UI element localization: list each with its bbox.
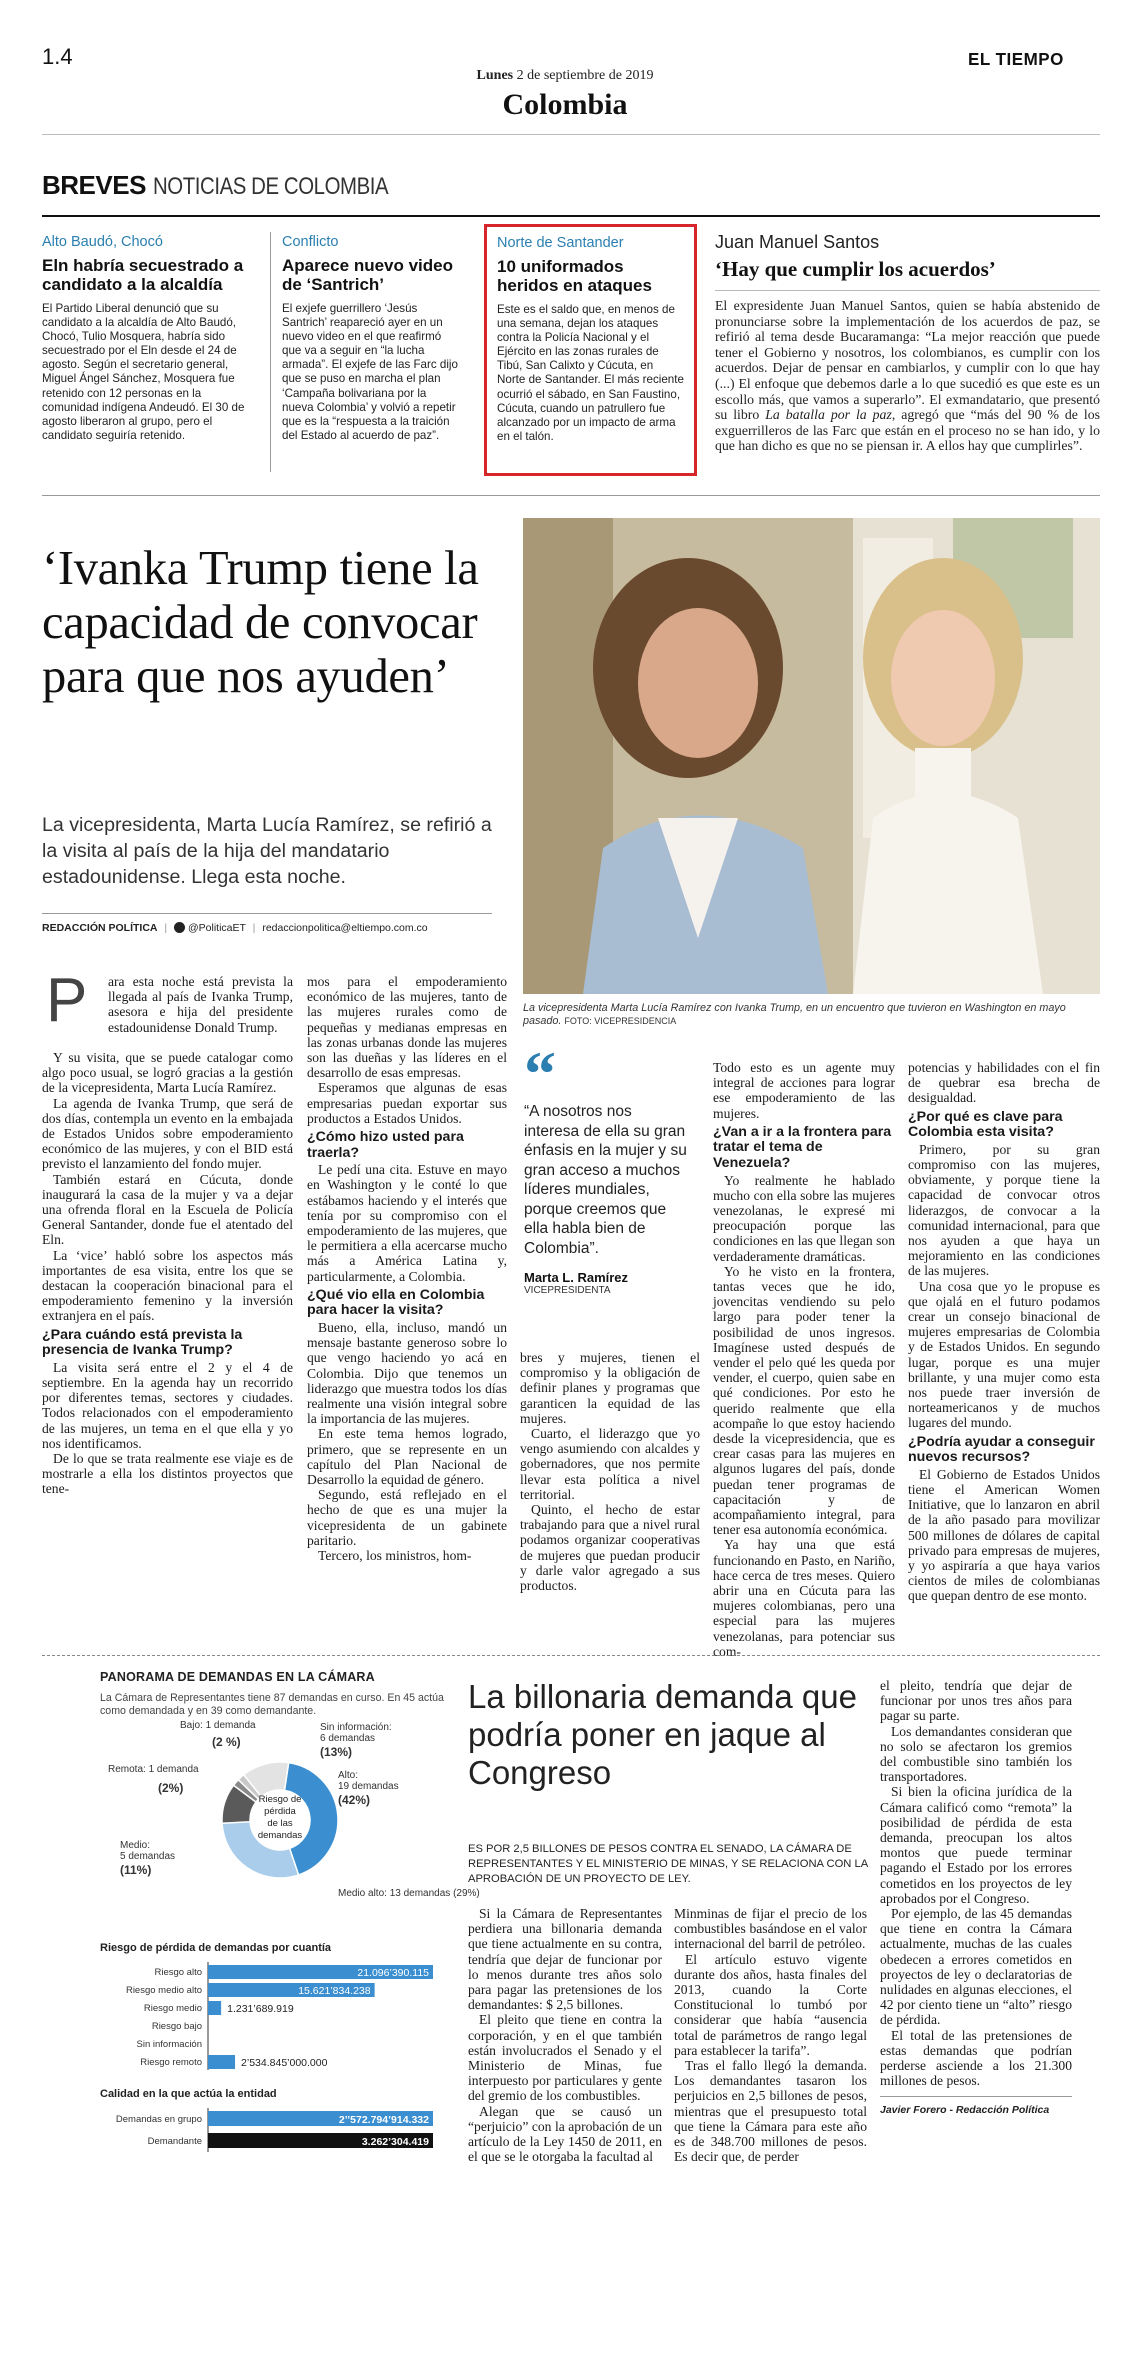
- paragraph: De lo que se trata realmente ese viaje es de mostrarle a ella los distintos proyectos que tene-: [42, 1451, 293, 1497]
- brief-section: Conflicto: [282, 234, 339, 250]
- brief-item-1: [42, 234, 258, 443]
- paragraph: Quinto, el hecho de estar trabajando para que a nivel rural podamos organizar cooperativas de mujeres que puedan producir y darle valor agregado a sus productos.: [520, 1502, 700, 1594]
- brief-body: El exjefe guerrillero ‘Jesús Santrich’ reapareció ayer en un nuevo video en el que reafirmó que va a seguir en “la lucha armada”. El exjefe de las Farc dijo que se puso en marcha el plan ‘Campaña bolivariana por la nueva Colombia’ y volvió a repetir que es la “respuesta a la traición del Estado al acuerdo de paz”.: [282, 302, 458, 442]
- bar-value-label: 1.231’689.919: [227, 2003, 294, 2015]
- main-subhead: La vicepresidenta, Marta Lucía Ramírez, se refirió a la visita al país de la hija del mandatario estadounidense. Llega esta noche.: [42, 814, 492, 888]
- paragraph: El artículo estuvo vigente durante dos años, hasta finales del 2013, cuando la Corte Constitucional lo tumbó por considerar que había “ausencia total de parámetros de rango legal para establecer la tarifa”.: [674, 1951, 867, 2058]
- santos-book-title: La batalla por la paz: [765, 407, 892, 423]
- bar: [208, 2001, 221, 2015]
- paragraph: Primero, por su gran compromiso con las mujeres, obviamente, y porque tiene la capacidad de convocar otros liderazgos, de convocar a la comunidad internacional, para que nos ayuden a que haya un mejoramiento en las condiciones de las mujeres.: [908, 1141, 1100, 1279]
- donut-segment-label: Remota: 1 demanda: [108, 1764, 199, 1775]
- second-col-3: [880, 1678, 1072, 2119]
- paragraph: La agenda de Ivanka Trump, que será de dos días, contempla un evento en la embajada de Estados Unidos sobre empoderamiento económico de las mujeres, y con el BID está previsto el lanzamiento del fondo mujer.: [42, 1095, 293, 1172]
- question: ¿Cómo hizo usted para traerla?: [307, 1129, 464, 1161]
- pull-quote: [524, 1038, 689, 1296]
- santos-body-2: , agregó que “más del 90 % de los exguerrilleros de las Farc que están en el proceso no se han ido, y lo que han dicho es que no se piensan ir. A ellos hay que cumplirles”.: [715, 407, 1100, 454]
- santos-body: [715, 298, 1100, 454]
- caption-text: La vicepresidenta Marta Lucía Ramírez con Ivanka Trump, en un encuentro que tuvieron en Washington en mayo pasado.: [523, 1002, 1066, 1027]
- infographic-title: PANORAMA DE DEMANDAS EN LA CÁMARA: [100, 1670, 375, 1684]
- article-col-1: [46, 966, 293, 1035]
- paragraph: Todo esto es un agente muy integral de acciones para lograr ese empoderamiento de las mujeres.: [713, 1060, 895, 1121]
- donut-center-label: demandas: [257, 1830, 303, 1841]
- paragraph: Esperamos que algunas de esas empresarias puedan exportar sus productos a Estados Unidos.: [307, 1080, 507, 1126]
- paragraph: Por ejemplo, de las 45 demandas que tiene en contra la Cámara actualmente, muchas de las cuales obedecen a errores cometidos en proyectos de ley o declaratorias de nulidades en algunas elecciones, el 42 por ciento tiene un “alto” riesgo de pérdida.: [880, 1906, 1072, 2028]
- paragraph: Alegan que se causó un “perjuicio” con la aprobación de un artículo de la Ley 1450 de 2011, en el que se le otorgaba la facultad al: [468, 2103, 662, 2165]
- bar-label: Riesgo bajo: [151, 2021, 202, 2032]
- quality-label: Demandante: [147, 2136, 202, 2147]
- main-headline: ‘Ivanka Trump tiene la capacidad de convocar para que nos ayuden’: [42, 542, 479, 703]
- article-col-1-lower: [42, 1050, 293, 1497]
- article-col-3-lower: [520, 1350, 700, 1593]
- paragraph: Segundo, está reflejado en el hecho de que es una mujer la vicepresidenta de un gabinete paritario.: [307, 1487, 507, 1548]
- bar-label: Riesgo remoto: [140, 2057, 202, 2068]
- donut-center-label: de las: [267, 1818, 293, 1829]
- bar: [208, 2055, 235, 2069]
- page-date: [0, 68, 1130, 84]
- brief-item-2: [282, 234, 458, 443]
- donut-chart: [100, 1720, 480, 1920]
- byline-author: REDACCIÓN POLÍTICA: [42, 922, 158, 934]
- quality-label: Demandas en grupo: [115, 2114, 202, 2125]
- donut-segment-pct: (2%): [158, 1781, 184, 1795]
- bar-value-label: 2’534.845’000.000: [241, 2057, 328, 2069]
- paragraph: El Gobierno de Estados Unidos tiene el American Women Initiative, que lo lanzaron en abril de la año pasado para movilizar 500 millones de dólares de capital privado para empresas de mujeres, y yo aspiraría a que haya varios cientos de miles de colombianas que quepan dentro de ese monto.: [908, 1466, 1100, 1604]
- paragraph: El total de las pretensiones de estas demandas que podrían perderse asciende a los 21.300 millones de pesos.: [880, 2027, 1072, 2089]
- signature-rule: [880, 2096, 1072, 2097]
- bar-label: Riesgo alto: [154, 1967, 202, 1978]
- brief-section: Alto Baudó, Chocó: [42, 234, 163, 250]
- paragraph: Yo realmente he hablado mucho con ella sobre las mujeres venezolanas, le expresé mi preocupación porque las condiciones en las que llegan son verdaderamente dramáticas.: [713, 1172, 895, 1264]
- santos-name: Juan Manuel Santos: [715, 232, 880, 252]
- paragraph: potencias y habilidades con el fin de quebrar esa brecha de desigualdad.: [908, 1060, 1100, 1106]
- question: ¿Por qué es clave para Colombia esta visita?: [908, 1108, 1063, 1141]
- quote-mark-icon: “: [524, 1038, 556, 1109]
- paragraph: Y su visita, que se puede catalogar como algo poco usual, se logró gracias a la gestión de la vicepresidenta, Marta Lucía Ramírez.: [42, 1050, 293, 1096]
- breves-label: [42, 170, 429, 201]
- byline: [42, 922, 428, 934]
- paragraph: ara esta noche está prevista la llegada al país de Ivanka Trump, asesora e hija del presidente estadounidense Donald Trump.: [108, 974, 293, 1035]
- date-rest: 2 de septiembre de 2019: [516, 68, 654, 83]
- quality-title: Calidad en la que actúa la entidad: [100, 2088, 277, 2100]
- byline-rule: [42, 913, 492, 914]
- paragraph: el pleito, tendría que dejar de funcionar por unos tres años para pagar su parte.: [880, 1678, 1072, 1724]
- dropcap: P: [46, 966, 88, 1035]
- paragraph: La visita será entre el 2 y el 4 de septiembre. En la agenda hay un recorrido por diferentes temas, sectores y ciudades. Todos relacionados con el empoderamiento de las mujeres, un tema en el que ella y yo nos identificamos.: [42, 1359, 293, 1451]
- bar-chart: [100, 1960, 440, 2080]
- donut-segment-pct: (2 %): [212, 1735, 241, 1749]
- donut-segment-label: Medio: 5 demandas (11%): [120, 1840, 176, 1877]
- bar-chart-title: Riesgo de pérdida de demandas por cuantía: [100, 1942, 332, 1954]
- quote-author: Marta L. Ramírez: [524, 1270, 629, 1285]
- paragraph: Si bien la oficina jurídica de la Cámara calificó como “remota” la posibilidad de pérdida de esta demanda, preocupan los altos montos que puede terminar pagando el Estado por los errores cometidos en los proyectos de ley aprobados por el Congreso.: [880, 1784, 1072, 1906]
- date-day: Lunes: [476, 68, 514, 83]
- second-headline: La billonaria demanda que podría poner en jaque al Congreso: [468, 1678, 857, 1791]
- bar-value-label: 15.621’834.238: [298, 1985, 371, 1997]
- paragraph: mos para el empoderamiento económico de las mujeres, tanto de las mujeres rurales como de pequeñas y medianas empresas en las zonas urbanas donde las mujeres son las dueñas y las líderes en el desarrollo de esas empresas.: [307, 974, 507, 1081]
- bottom-separator: [42, 1655, 1100, 1656]
- donut-center-label: pérdida: [264, 1806, 296, 1817]
- breves-label-bold: BREVES: [42, 170, 146, 200]
- question: ¿Qué vio ella en Colombia para hacer la visita?: [307, 1286, 485, 1319]
- photo-caption: [523, 1002, 1083, 1028]
- paragraph: En este tema hemos logrado, primero, que se represente en un capítulo del Plan Nacional de Desarrollo la equidad de género.: [307, 1426, 507, 1488]
- paragraph: Le pedí una cita. Estuve en mayo en Washington y le conté lo que estábamos haciendo y el interés que tenía por su compromiso con el empoderamiento de las mujeres, que le permitiera a ella acercarse mucho más a América Latina y, particularmente, a Colombia.: [307, 1162, 507, 1284]
- donut-center-label: Riesgo de: [258, 1794, 302, 1805]
- infographic: [100, 1670, 480, 2170]
- brief-divider: [270, 232, 271, 472]
- caption-credit: FOTO: VICEPRESIDENCIA: [564, 1016, 677, 1026]
- paragraph: Cuarto, el liderazgo que yo vengo asumiendo con alcaldes y gobernadores, que nos permite llevar esta política a nivel territorial.: [520, 1426, 700, 1502]
- article-col-4: [713, 1060, 895, 1659]
- paragraph: Una cosa que yo le propuse es que ojalá en el futuro podamos crear un consejo binacional de mujeres empresarias de Colombia y de Estados Unidos. En segundo lugar, porque es una mujer brillante, y una mujer como esta nos puede traer inversión de norteamericanos y de muchos lugares del mundo.: [908, 1278, 1100, 1431]
- paragraph: La ‘vice’ habló sobre los aspectos más importantes de esa visita, entre los que se destacan la cooperación binacional para el empoderamiento femenino y la inversión extranjera en el país.: [42, 1247, 293, 1324]
- paragraph: Ya hay una que está funcionando en Pasto, en Nariño, hace cerca de tres meses. Quiero abrir una en Cúcuta para las mujeres colombianas, pero una especial para las mujeres venezolanas, para potenciar sus com-: [713, 1537, 895, 1659]
- article-photo: [523, 518, 1100, 994]
- santos-rule: [715, 290, 1100, 291]
- paragraph: El pleito que tiene en contra la corporación, y en el que también están involucrados el Senado y el Ministerio de Minas, fue interpuesto por particulares y gente del gremio de los combustibles.: [468, 2012, 662, 2104]
- paragraph: Minminas de fijar el precio de los combustibles basándose en el valor internacional del barril de petróleo.: [674, 1906, 867, 1952]
- quality-chart: [100, 2106, 440, 2166]
- question: ¿Van a ir a la frontera para tratar el tema de Venezuela?: [713, 1123, 892, 1171]
- header-rule: [42, 134, 1100, 135]
- santos-body-1: El expresidente Juan Manuel Santos, quien se había abstenido de pronunciarse sobre la implementación de los acuerdos de paz, se refirió al tema desde Bucaramanga: “La mejor reacción que puede tener el Gobierno y nosotros, los colombianos, es cumplir con los acuerdos. Dejar de pensar en cambiarlos, y cumplir con lo que hay (...) El enfoque que debemos darle a lo que sucedió es que este es un escollo más, que vamos a superarlo”. El exmandatario, que presentó su libro: [715, 298, 1100, 423]
- brief-body: El Partido Liberal denunció que su candidato a la alcaldía de Alto Baudó, Chocó, Tulio Mosquera, habría sido secuestrado por el Eln desde el 24 de agosto. Según el secretario general, Miguel Ángel Sánchez, Mosquera fue retenido con 12 personas en la comunidad indígena Andeudó. El 30 de agosto liberaron al grupo, pero el candidato seguiría retenido.: [42, 302, 245, 442]
- second-col-2: [674, 1906, 867, 2164]
- brief-headline: Eln habría secuestrado a candidato a la alcaldía: [42, 256, 244, 294]
- quote-role: VICEPRESIDENTA: [524, 1285, 611, 1296]
- brief-headline: 10 uniformados heridos en ataques: [497, 257, 652, 295]
- brief-item-3-highlight-box: [484, 224, 697, 476]
- paragraph: Tras el fallo llegó la demanda. Los demandantes tasaron los perjuicios en 2,5 billones de pesos, mientras que el presupuesto total que tiene la Cámara para este año es de 348.700 millones de pesos. Es decir que, de perder: [674, 2058, 867, 2165]
- photo-illustration: [523, 518, 1100, 994]
- signature: Javier Forero - Redacción Política: [880, 2104, 1050, 2117]
- brand-logo: EL TIEMPO: [968, 49, 1064, 70]
- donut-segment-label: Medio alto: 13 demandas (29%): [338, 1888, 480, 1899]
- page-number: 1.4: [42, 44, 73, 69]
- breves-top-rule: [42, 215, 1100, 217]
- byline-twitter[interactable]: @PoliticaET: [188, 922, 246, 934]
- donut-segment-label: Bajo: 1 demanda: [180, 1720, 256, 1731]
- paragraph: Los demandantes consideran que no solo se afectaron los gremios del combustible sino también los transportadores.: [880, 1723, 1072, 1785]
- paragraph: También estará en Cúcuta, donde inaugurará la casa de la mujer y va a dejar una ofrenda floral en la Escuela de Policía General Santander, donde fue el atentado del Eln.: [42, 1171, 293, 1248]
- byline-sep: |: [164, 922, 168, 934]
- brief-santos: [715, 232, 1100, 454]
- quality-value-label: 3.262’304.419: [361, 2136, 429, 2148]
- twitter-icon: [174, 922, 185, 933]
- byline-email[interactable]: redaccionpolitica@eltiempo.com.co: [262, 922, 428, 934]
- infographic-intro: La Cámara de Representantes tiene 87 demandas en curso. En 45 actúa como demandada y en 39 como demandante.: [100, 1692, 444, 1717]
- donut-segment-label: Alto: 19 demandas (42%): [338, 1770, 399, 1807]
- brief-body: Este es el saldo que, en menos de una semana, dejan los ataques contra la Policía Nacional y el Ejército en las zonas rurales de Tibú, San Calixto y Cúcuta, en Norte de Santander. El más reciente ocurrió el sábado, en San Faustino, Cúcuta, cuando un patrullero fue alcanzado por un impacto de arma en el talón.: [497, 303, 684, 443]
- santos-headline: ‘Hay que cumplir los acuerdos’: [715, 257, 996, 281]
- donut-segment-label: Sin información: 6 demandas (13%): [320, 1722, 392, 1759]
- question: ¿Para cuándo está prevista la presencia de Ivanka Trump?: [42, 1326, 243, 1359]
- second-lead: ES POR 2,5 BILLONES DE PESOS CONTRA EL SENADO, LA CÁMARA DE REPRESENTANTES Y EL MINISTERIO DE MINAS, Y SE RELACIONA CON LA APROBACIÓN DE UN PROYECTO DE LEY.: [468, 1843, 868, 1885]
- quote-text: “A nosotros nos interesa de ella su gran énfasis en la mujer y su gran acceso a muchos líderes mundiales, porque creemos que ella habla bien de Colombia”.: [524, 1103, 687, 1257]
- second-col-1: [468, 1906, 662, 2164]
- byline-sep: |: [252, 922, 256, 934]
- article-col-2: [307, 974, 507, 1563]
- bar-label: Sin información: [136, 2039, 202, 2050]
- paragraph: Tercero, los ministros, hom-: [318, 1548, 472, 1564]
- brief-section: Norte de Santander: [497, 235, 624, 251]
- bar-label: Riesgo medio alto: [125, 1985, 202, 1996]
- brief-headline: Aparece nuevo video de ‘Santrich’: [282, 256, 454, 294]
- bar-value-label: 21.096’390.115: [357, 1967, 429, 1979]
- breves-label-light: NOTICIAS DE COLOMBIA: [152, 173, 388, 200]
- paragraph: Bueno, ella, incluso, mandó un mensaje bastante generoso sobre lo que vengo haciendo yo acá en Colombia. Dijo que tenemos un liderazgo que muestra todos los días realmente una visión integral sobre la importancia de las mujeres.: [307, 1320, 507, 1427]
- paragraph: Yo he visto en la frontera, tantas veces que he ido, jovencitas vendiendo su pelo largo para poder tener la posibilidad de unos ingresos. Imagínese usted después de vender el pelo qué les queda por vender, el cuerpo, quien sabe en qué condiciones. Por esto he querido realmente que ella acompañe lo que estoy haciendo desde la vicepresidencia, que es crear casas para las mujeres en algunos lugares del país, donde puedan tener programas de capacitación y de acompañamiento integral, para tener esa autonomía económica.: [713, 1263, 895, 1538]
- article-col-5: [908, 1060, 1100, 1604]
- paragraph: bres y mujeres, tienen el compromiso y la obligación de definir planes y programas que garanticen la equidad de las mujeres.: [520, 1350, 700, 1426]
- question: ¿Podría ayudar a conseguir nuevos recursos?: [908, 1433, 1095, 1466]
- breves-bottom-rule: [42, 495, 1100, 496]
- quality-value-label: 2’’572.794’914.332: [338, 2114, 429, 2126]
- paragraph: Si la Cámara de Representantes perdiera una billonaria demanda que tiene actualmente en su contra, tendría que dejar de funcionar por lo menos durante tres años solo para pagar las pretensiones de los demandantes: $ 2,5 billones.: [468, 1906, 662, 2013]
- section-title: Colombia: [502, 88, 628, 121]
- bar-label: Riesgo medio: [143, 2003, 202, 2014]
